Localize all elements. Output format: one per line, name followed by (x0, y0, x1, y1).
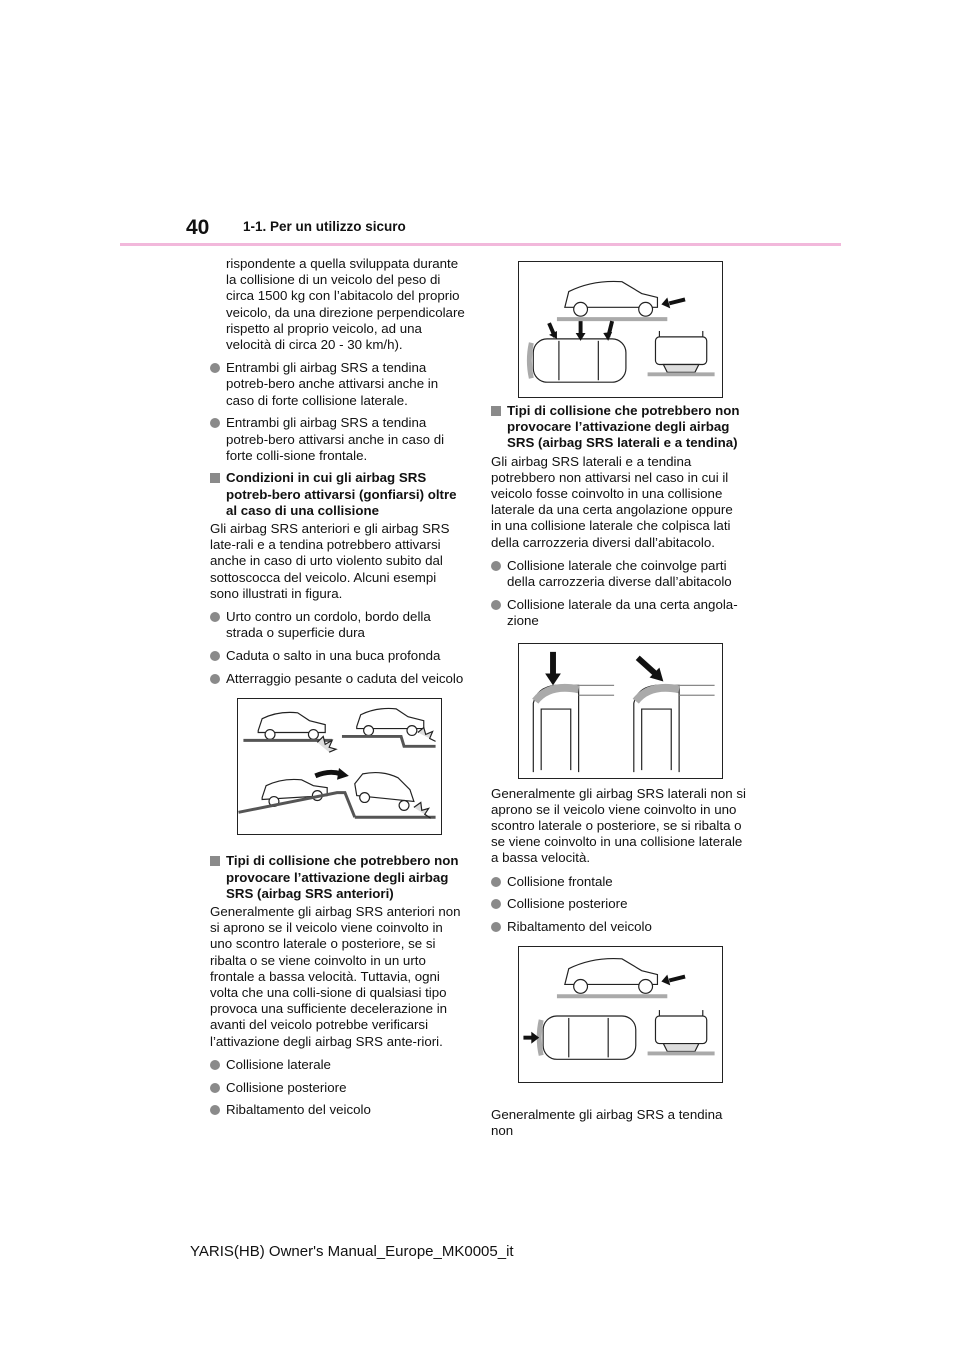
list-item: Caduta o salto in una buca profonda (210, 648, 465, 664)
side-collision-angle-illustration (518, 643, 723, 779)
list-item: Entrambi gli airbag SRS a tendina potreb-bero anche attivarsi anche in caso di forte collisione laterale. (210, 360, 465, 409)
square-bullet-icon (210, 856, 220, 866)
page-number: 40 (186, 216, 210, 239)
header-divider (120, 243, 841, 246)
square-bullet-icon (210, 473, 220, 483)
left-column (210, 256, 465, 1125)
body-paragraph: Generalmente gli airbag SRS a tendina non (491, 1106, 723, 1138)
bullet-icon (491, 561, 501, 571)
list-item: Collisione laterale da una certa angola-zione (491, 597, 746, 629)
section-heading: Tipi di collisione che potrebbero non provocare l’attivazione degli airbag SRS (airbag SRS laterali e a tendina) (491, 403, 746, 452)
curtain-airbag-non-activation-illustration (518, 946, 723, 1083)
list-item: Urto contro un cordolo, bordo della strada o superficie dura (210, 609, 465, 641)
list-item: Collisione posteriore (210, 1080, 465, 1096)
bullet-icon (210, 363, 220, 373)
undercarriage-impact-illustration (237, 698, 442, 835)
square-bullet-icon (491, 406, 501, 416)
bullet-icon (491, 899, 501, 909)
intro-paragraph: rispondente a quella sviluppata durante la collisione di un veicolo del peso di circa 1500 kg con l’abitacolo del proprio veicolo, da una direzione perpendicolare rispetto al proprio veicolo, ad una velocità di circa 20 - 30 km/h). (226, 256, 465, 353)
bullet-icon (210, 1105, 220, 1115)
list-item: Ribaltamento del veicolo (491, 919, 746, 935)
list-item: Collisione laterale che coinvolge parti della carrozzeria diverse dall’abitacolo (491, 558, 746, 590)
bullet-icon (210, 418, 220, 428)
section-heading: Tipi di collisione che potrebbero non provocare l’attivazione degli airbag SRS (airbag SRS anteriori) (210, 853, 465, 902)
list-item: Entrambi gli airbag SRS a tendina potreb-bero attivarsi anche in caso di forte colli-sione frontale. (210, 415, 465, 464)
list-item: Ribaltamento del veicolo (210, 1102, 465, 1118)
body-paragraph: Generalmente gli airbag SRS anteriori non si aprono se il veicolo viene coinvolto in uno scontro laterale o posteriore, se si ribalta o se viene coinvolto in un urto frontale a bassa velocità. Tuttavia, ogni volta che una colli-sione di qualsiasi tipo provoca una sufficiente decelerazione in avanti del veicolo potrebbe verificarsi l’attivazione degli airbag SRS ante-riori. (210, 903, 461, 1049)
bullet-icon (210, 1083, 220, 1093)
front-airbag-non-activation-illustration (518, 261, 723, 398)
list-item: Atterraggio pesante o caduta del veicolo (210, 671, 465, 687)
body-paragraph: Gli airbag SRS anteriori e gli airbag SRS late-rali e a tendina potrebbero attivarsi anche in caso di urto violento subito dal sottoscocca del veicolo. Alcuni esempi sono illustrati in figura. (210, 521, 450, 601)
body-paragraph: Generalmente gli airbag SRS laterali non si aprono se il veicolo viene coinvolto in uno scontro laterale o posteriore, se si ribalta o se viene coinvolto in una collisione laterale a bassa velocità. (491, 785, 746, 866)
bullet-icon (210, 612, 220, 622)
section-heading: Condizioni in cui gli airbag SRS potreb-bero attivarsi (gonfiarsi) oltre al caso di una collisione (210, 470, 465, 519)
bullet-icon (491, 600, 501, 610)
bullet-icon (491, 922, 501, 932)
bullet-icon (210, 674, 220, 684)
section-title: 1-1. Per un utilizzo sicuro (243, 219, 406, 234)
bullet-icon (491, 877, 501, 887)
body-paragraph: Gli airbag SRS laterali e a tendina potrebbero non attivarsi nel caso in cui il veicolo fosse coinvolto in una collisione laterale da una certa angolazione oppure in una collisione laterale che colpisca lati della carrozzeria diversi dall’abitacolo. (491, 453, 733, 550)
footer-manual-id: YARIS(HB) Owner's Manual_Europe_MK0005_it (190, 1243, 514, 1260)
list-item: Collisione posteriore (491, 896, 746, 912)
list-item: Collisione frontale (491, 874, 746, 890)
list-item: Collisione laterale (210, 1057, 465, 1073)
bullet-icon (210, 1060, 220, 1070)
bullet-icon (210, 651, 220, 661)
